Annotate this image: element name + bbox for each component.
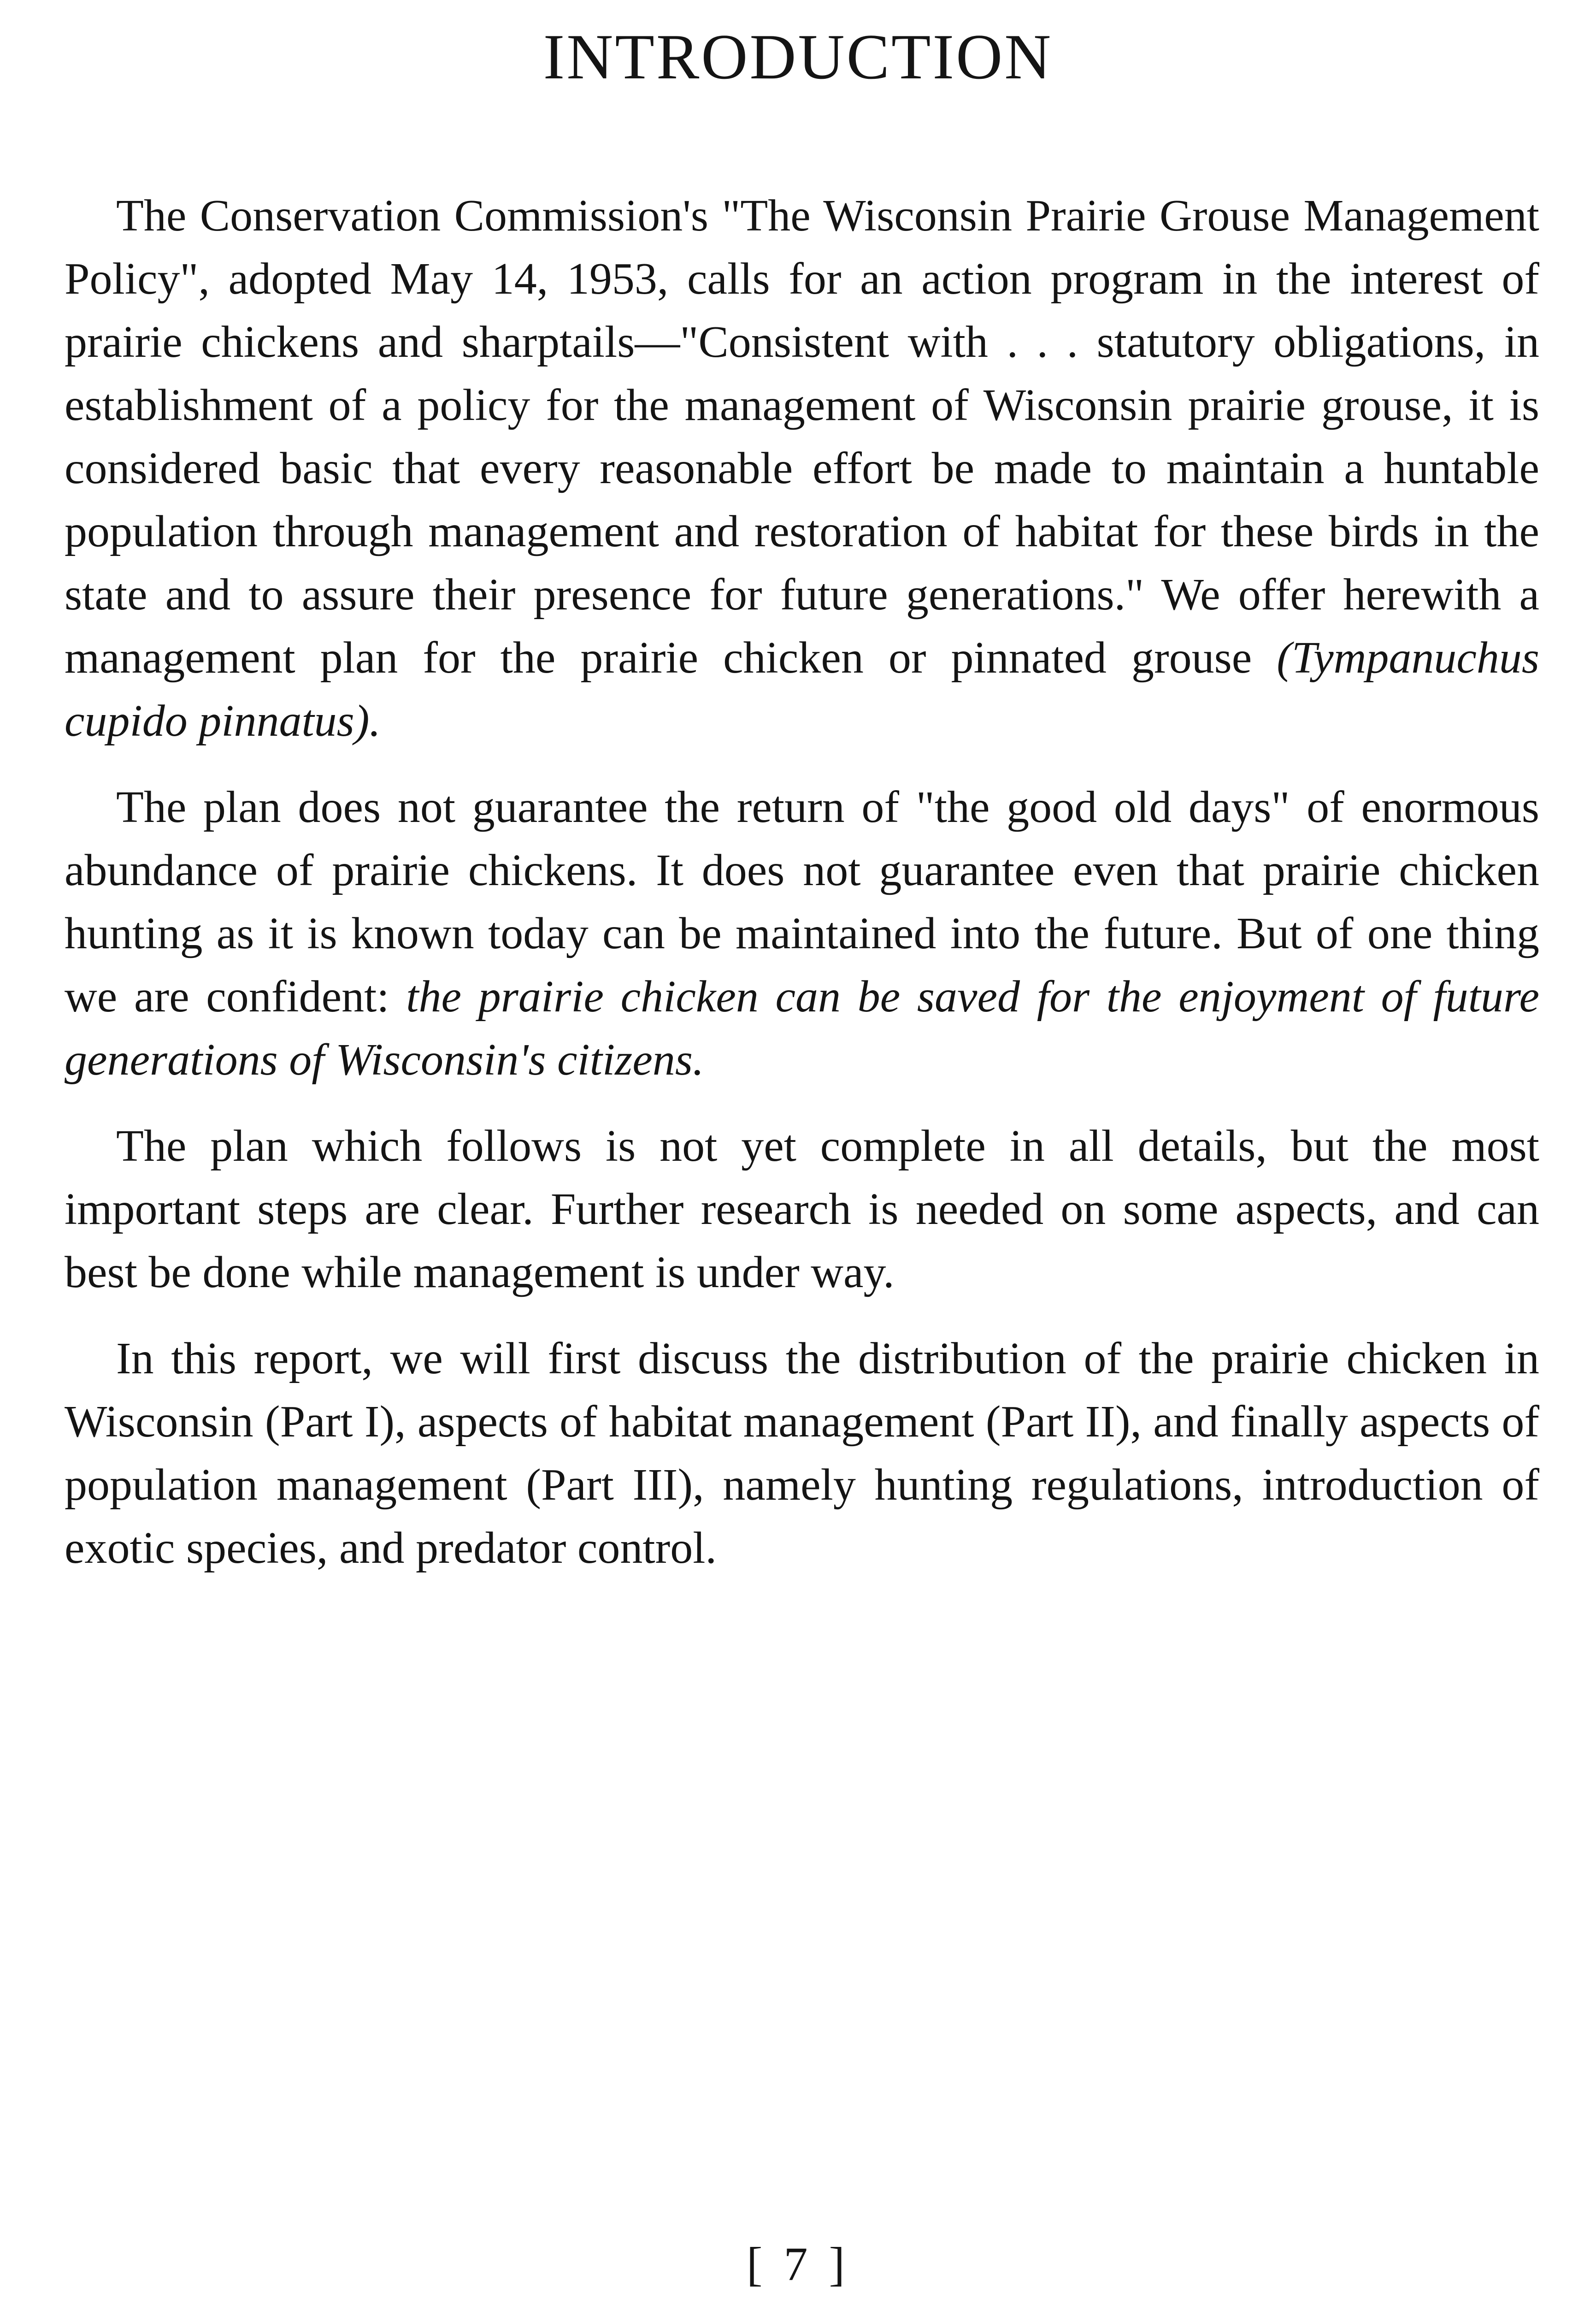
paragraph-plan-guarantee	[65, 776, 1539, 1092]
paragraph-policy	[65, 184, 1539, 753]
paragraph-plan-status: The plan which follows is not yet complete in all details, but the most important steps are clear. Further research is needed on some aspects, and can best be done while management is under way.	[65, 1121, 1539, 1297]
confidence-statement: the prairie chicken can be saved for the enjoyment of future generations of Wisconsin's citizens.	[65, 972, 1539, 1085]
paragraph-report-outline: In this report, we will first discuss the distribution of the prairie chicken in Wisconsin (Part I), aspects of habitat management (Part II), and finally aspects of population management (Part III), namely hunting regulations, introduction of exotic species, and predator control.	[65, 1334, 1539, 1573]
page-number: [ 7 ]	[746, 2238, 850, 2291]
species-name: (Tympanuchus cupido pinnatus).	[65, 633, 1539, 746]
body-text	[65, 184, 1539, 1603]
page-title: INTRODUCTION	[543, 21, 1053, 93]
paragraph-plan-guarantee-text: The plan does not guarantee the return of "the good old days" of enormous abundance of prairie chickens. It does not guarantee even that prairie chicken hunting as it is known today can be maintained into the future. But of one thing we are confident:	[65, 782, 1539, 1022]
paragraph-policy-text: The Conservation Commission's "The Wisconsin Prairie Grouse Management Policy", adopted May 14, 1953, calls for an action program in the interest of prairie chickens and sharptails—"Consistent with . . . statutory obligations, in establishment of a policy for the management of Wisconsin prairie grouse, it is considered basic that every reasonable effort be made to maintain a huntable population through management and restoration of habitat for these birds in the state and to assure their presence for future generations." We offer herewith a management plan for the prairie chicken or pinnated grouse	[65, 191, 1539, 683]
